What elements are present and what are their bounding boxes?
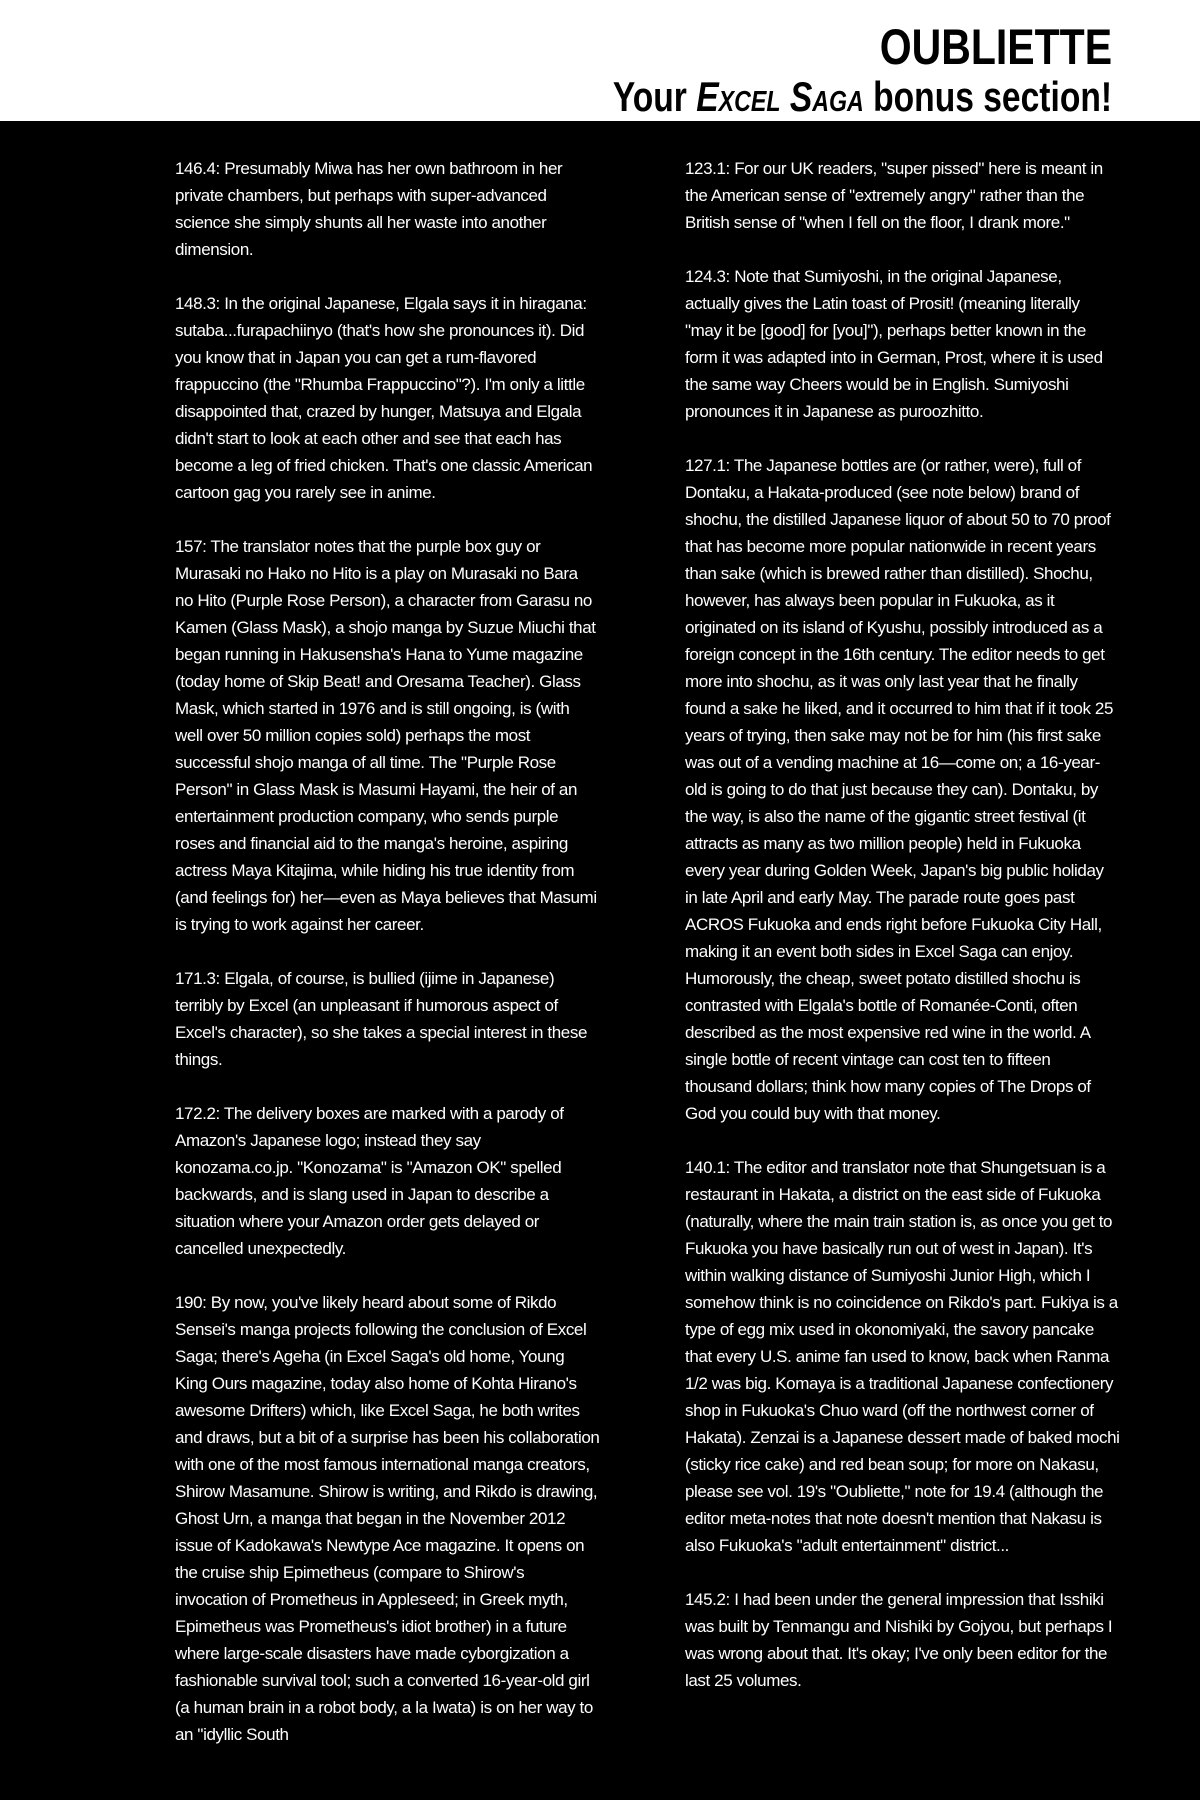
- note-145-2: 145.2: I had been under the general impression that Isshiki was built by Tenmangu and Nishiki by Gojyou, but perhaps I was wrong about that. It's okay; I've only been editor for the last 25 volumes.: [685, 1590, 1113, 1690]
- header-banner: [0, 0, 1200, 121]
- subtitle-pre: Your: [612, 73, 697, 120]
- subtitle-series: Excel Saga: [696, 73, 864, 120]
- note-124-3: 124.3: Note that Sumiyoshi, in the original Japanese, actually gives the Latin toast of Prosit! (meaning literally "may it be [good] for [you]"), perhaps better known in the form it was adapted into in German, Prost, where it is used the same way Cheers would be in English. Sumiyoshi pronounces it in Japanese as puroozhitto.: [685, 267, 1103, 421]
- left-column: [175, 155, 600, 1775]
- right-column: [685, 155, 1120, 1721]
- subtitle-post: bonus section!: [863, 73, 1112, 120]
- note-172-2: 172.2: The delivery boxes are marked with a parody of Amazon's Japanese logo; instead they say konozama.co.jp. "Konozama" is "Amazon OK" spelled backwards, and is slang used in Japan to describe a situation where your Amazon order gets delayed or cancelled unexpectedly.: [175, 1104, 564, 1258]
- page-title: OUBLIETTE: [879, 19, 1112, 75]
- note-157: 157: The translator notes that the purple box guy or Murasaki no Hako no Hito is a play on Murasaki no Bara no Hito (Purple Rose Person), a character from Garasu no Kamen (Glass Mask), a shojo manga by Suzue Miuchi that began running in Hakusensha's Hana to Yume magazine (today home of Skip Beat! and Oresama Teacher). Glass Mask, which started in 1976 and is still ongoing, is (with well over 50 million copies sold) perhaps the most successful shojo manga of all time. The "Purple Rose Person" in Glass Mask is Masumi Hayami, the heir of an entertainment production company, who sends purple roses and financial aid to the manga's heroine, aspiring actress Maya Kitajima, while hiding his true identity from (and feelings for) her—even as Maya believes that Masumi is trying to work against her career.: [175, 537, 597, 934]
- note-127-1: 127.1: The Japanese bottles are (or rather, were), full of Dontaku, a Hakata-produced (see note below) brand of shochu, the distilled Japanese liquor of about 50 to 70 proof that has become more popular nationwide in recent years than sake (which is brewed rather than distilled). Shochu, however, has always been popular in Fukuoka, as it originated on its island of Kyushu, possibly introduced as a foreign concept in the 16th century. The editor needs to get more into shochu, as it was only last year that he finally found a sake he liked, and it occurred to him that if it took 25 years of trying, then sake may not be for him (his first sake was out of a vending machine at 16—come on; a 16-year-old is going to do that just because they can). Dontaku, by the way, is also the name of the gigantic street festival (it attracts as many as two million people) held in Fukuoka every year during Golden Week, Japan's big public holiday in late April and early May. The parade route goes past ACROS Fukuoka and ends right before Fukuoka City Hall, making it an event both sides in Excel Saga can enjoy. Humorously, the cheap, sweet potato distilled shochu is contrasted with Elgala's bottle of Romanée-Conti, often described as the most expensive red wine in the world. A single bottle of recent vintage can cost ten to fifteen thousand dollars; think how many copies of The Drops of God you could buy with that money.: [685, 456, 1113, 1123]
- note-146-4: 146.4: Presumably Miwa has her own bathroom in her private chambers, but perhaps with super-advanced science she simply shunts all her waste into another dimension.: [175, 159, 563, 259]
- note-171-3: 171.3: Elgala, of course, is bullied (ijime in Japanese) terribly by Excel (an unpleasant if humorous aspect of Excel's character), so she takes a special interest in these things.: [175, 969, 588, 1069]
- page-subtitle: [612, 73, 1112, 120]
- note-190: 190: By now, you've likely heard about some of Rikdo Sensei's manga projects following the conclusion of Excel Saga; there's Ageha (in Excel Saga's old home, Young King Ours magazine, today also home of Kohta Hirano's awesome Drifters) which, like Excel Saga, he both writes and draws, but a bit of a surprise has been his collaboration with one of the most famous international manga creators, Shirow Masamune. Shirow is writing, and Rikdo is drawing, Ghost Urn, a manga that began in the November 2012 issue of Kadokawa's Newtype Ace magazine. It opens on the cruise ship Epimetheus (compare to Shirow's invocation of Prometheus in Appleseed; in Greek myth, Epimetheus was Prometheus's idiot brother) in a future where large-scale disasters have made cyborgization a fashionable survival tool; such a converted 16-year-old girl (a human brain in a robot body, a la Iwata) is on her way to an "idyllic South: [175, 1293, 600, 1744]
- note-148-3: 148.3: In the original Japanese, Elgala says it in hiragana: sutaba...furapachiinyo (that's how she pronounces it). Did you know that in Japan you can get a rum-flavored frappuccino (the "Rhumba Frappuccino"?). I'm only a little disappointed that, crazed by hunger, Matsuya and Elgala didn't start to look at each other and see that each has become a leg of fried chicken. That's one classic American cartoon gag you rarely see in anime.: [175, 294, 593, 502]
- note-123-1: 123.1: For our UK readers, "super pissed" here is meant in the American sense of "extremely angry" rather than the British sense of "when I fell on the floor, I drank more.": [685, 159, 1103, 232]
- title-block: [488, 19, 1112, 120]
- note-140-1: 140.1: The editor and translator note that Shungetsuan is a restaurant in Hakata, a district on the east side of Fukuoka (naturally, where the main train station is, as once you get to Fukuoka you have basically run out of west in Japan). It's within walking distance of Sumiyoshi Junior High, which I somehow think is no coincidence on Rikdo's part. Fukiya is a type of egg mix used in okonomiyaki, the savory pancake that every U.S. anime fan used to know, back when Ranma 1/2 was big. Komaya is a traditional Japanese confectionery shop in Fukuoka's Chuo ward (off the northwest corner of Hakata). Zenzai is a Japanese dessert made of baked mochi (sticky rice cake) and red bean soup; for more on Nakasu, please see vol. 19's "Oubliette," note for 19.4 (although the editor meta-notes that note doesn't mention that Nakasu is also Fukuoka's "adult entertainment" district...: [685, 1158, 1120, 1555]
